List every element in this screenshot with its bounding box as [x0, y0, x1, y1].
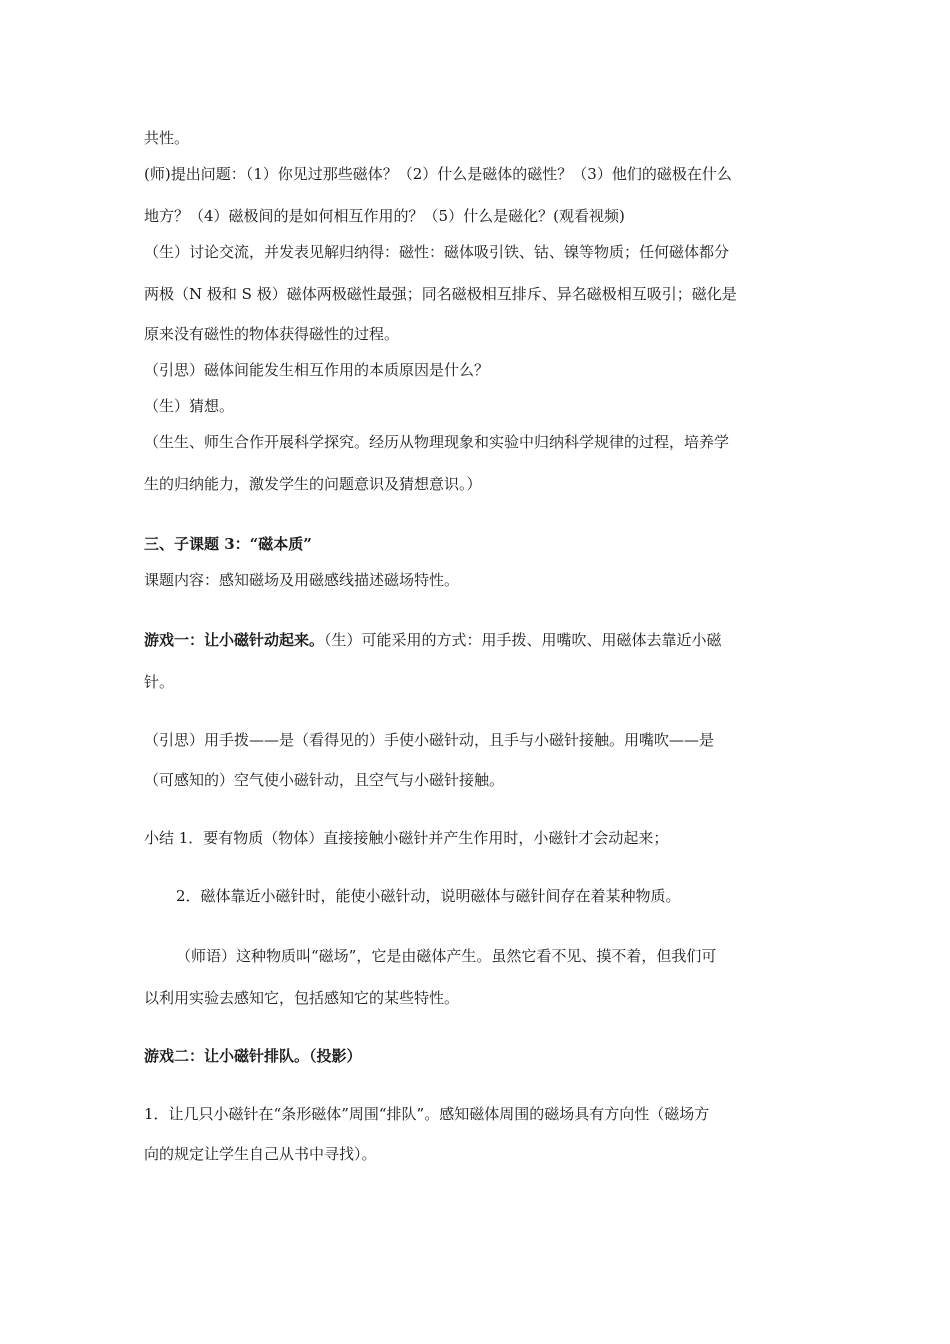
text-line: （引思）用手拨——是（看得见的）手使小磁针动，且手与小磁针接触。用嘴吹——是: [144, 731, 715, 749]
text-line: 2．磁体靠近小磁针时，能使小磁针动，说明磁体与磁针间存在着某种物质。: [176, 887, 681, 905]
text-line: 以利用实验去感知它，包括感知它的某些特性。: [144, 989, 460, 1007]
text-line: 小结 1．要有物质（物体）直接接触小磁针并产生作用时，小磁针才会动起来；: [144, 829, 669, 847]
game-title: 游戏二：让小磁针排队。（投影）: [144, 1047, 362, 1065]
game-title: 游戏一：让小磁针动起来。: [144, 631, 325, 649]
text-line: 共性。: [144, 129, 190, 147]
text-line: （师语）这种物质叫“磁场”，它是由磁体产生。虽然它看不见、摸不着，但我们可: [176, 947, 717, 965]
text-line: 生的归纳能力，激发学生的问题意识及猜想意识。）: [144, 475, 482, 493]
text-line: 1．让几只小磁针在“条形磁体”周围“排队”。感知磁体周围的磁场具有方向性（磁场方: [144, 1105, 710, 1123]
text-line: 两极（N 极和 S 极）磁体两极磁性最强；同名磁极相互排斥、异名磁极相互吸引；磁化是: [144, 285, 737, 303]
text-line: （生）讨论交流，并发表见解归纳得：磁性：磁体吸引铁、钴、镍等物质；任何磁体都分: [144, 243, 730, 261]
text-line: 课题内容：感知磁场及用磁感线描述磁场特性。: [144, 571, 460, 589]
text-line: 向的规定让学生自己从书中寻找）。: [144, 1145, 377, 1163]
text-line: （生）猜想。: [144, 397, 235, 415]
section-heading: 三、子课题 3：“磁本质”: [144, 535, 312, 553]
text-line: 原来没有磁性的物体获得磁性的过程。: [144, 325, 400, 343]
text-line: (师)提出问题：（1）你见过那些磁体？（2）什么是磁体的磁性？（3）他们的磁极在什么: [144, 165, 732, 183]
text-line: 针。: [144, 673, 175, 691]
text-line: （引思）磁体间能发生相互作用的本质原因是什么？: [144, 361, 490, 379]
text-span: （生）可能采用的方式：用手拨、用嘴吹、用磁体去靠近小磁: [324, 631, 722, 649]
text-line: （可感知的）空气使小磁针动，且空气与小磁针接触。: [144, 771, 505, 789]
text-line: [144, 630, 814, 650]
text-line: 地方？（4）磁极间的是如何相互作用的？（5）什么是磁化？(观看视频): [144, 207, 625, 225]
text-line: （生生、师生合作开展科学探究。经历从物理现象和实验中归纳科学规律的过程，培养学: [144, 433, 730, 451]
